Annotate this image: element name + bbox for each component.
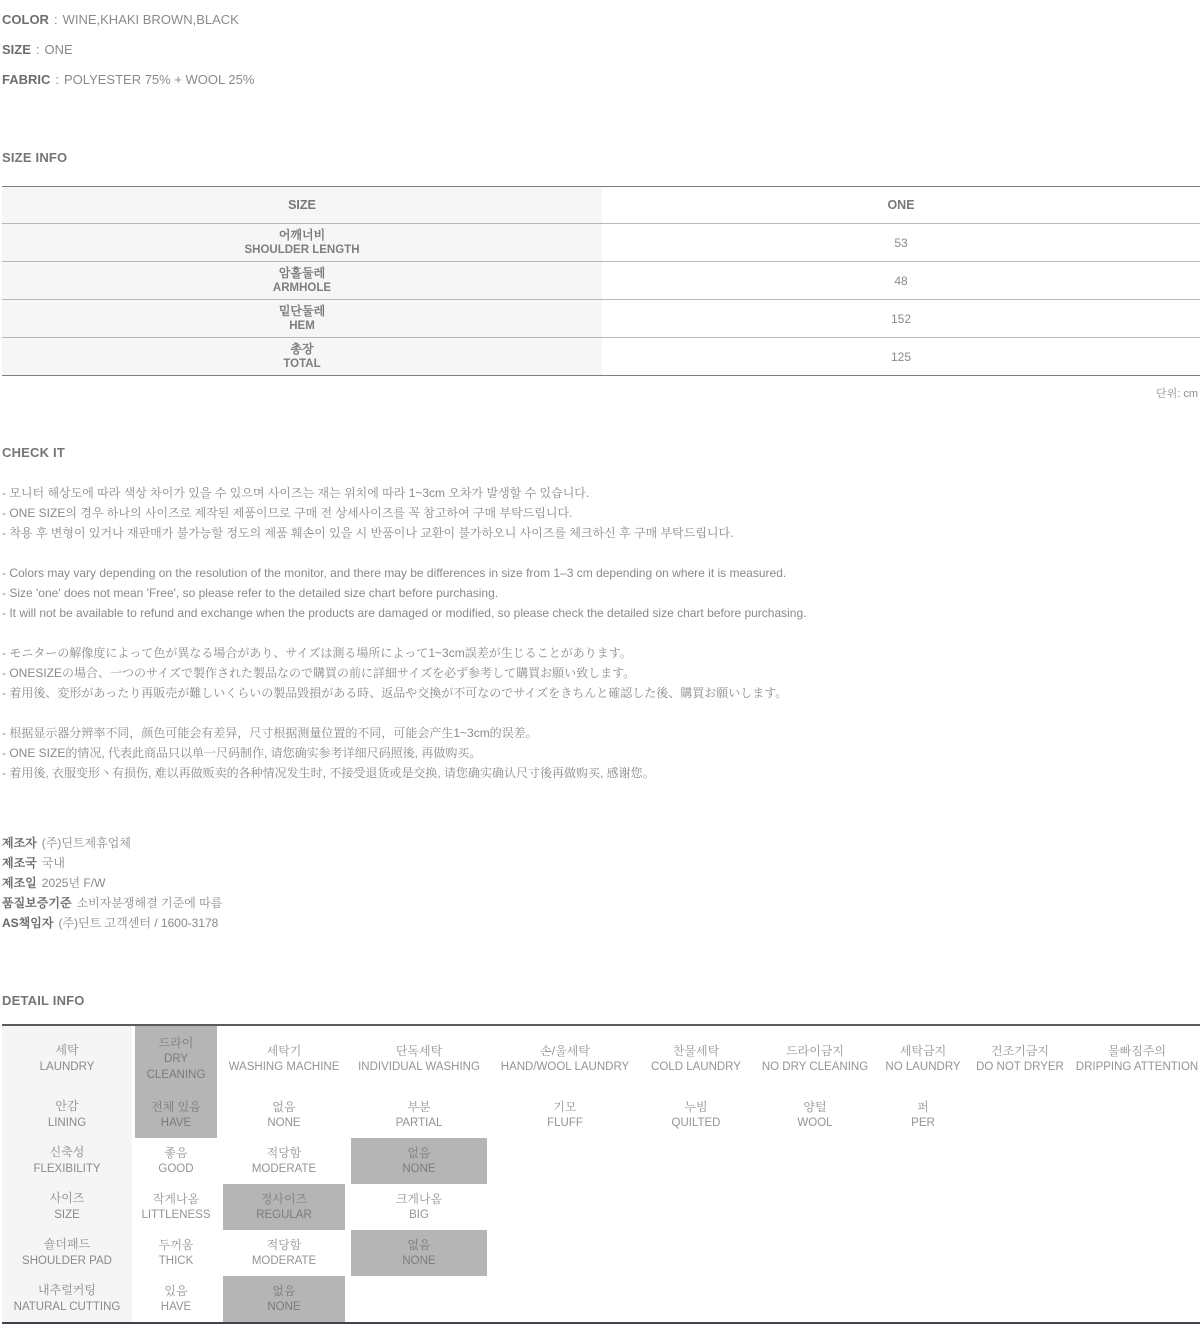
row-label: 숄더패드 SHOULDER PAD (2, 1230, 132, 1276)
notice-line: - 모니터 해상도에 따라 색상 차이가 있을 수 있으며 사이즈는 재는 위치에 따라 1~3cm 오차가 발생할 수 있습니다. (2, 486, 590, 500)
unit-note: 단위: cm (1155, 388, 1198, 400)
option-moderate: 적당함 MODERATE (251, 1146, 317, 1175)
spec-color-value: WINE,KHAKI BROWN,BLACK (62, 11, 239, 27)
measure-name-ko: 어깨너비 (278, 227, 326, 242)
measure-value: 125 (602, 338, 1200, 376)
spec-separator: : (53, 11, 58, 27)
option-quilted: 누빔 QUILTED (671, 1100, 721, 1129)
maker-row-warranty: 품질보증기준 소비자분쟁해결 기준에 따름 (2, 896, 223, 910)
option-big: 크게나옴 BIG (395, 1192, 443, 1221)
detail-row-natural-cutting (2, 1276, 1200, 1322)
size-table-row-armhole (2, 262, 1200, 300)
detail-row-laundry (2, 1026, 1200, 1092)
size-table-row-hem (2, 300, 1200, 338)
option-dripping-attention: 물빠짐주의 DRIPPING ATTENTION (1075, 1044, 1199, 1073)
notice-line: - ONESIZEの場合、一つのサイズで製作された製品なので購買の前に詳細サイズを必ず参考して購買お願い致します。 (2, 666, 636, 680)
size-table-header-size: SIZE (2, 187, 602, 224)
option-thick: 두꺼움 THICK (158, 1238, 194, 1267)
option-wool: 양털 WOOL (797, 1100, 833, 1129)
option-none: 없음 NONE (348, 1138, 490, 1184)
measure-value: 48 (602, 262, 1200, 300)
size-table-header-one: ONE (602, 187, 1200, 224)
maker-row-country: 제조국 국내 (2, 856, 65, 870)
notice-line: - 着用後, 衣服变形丶有损伤, 难以再做贩卖的各种情况发生时, 不接受退货或是交换, 请您确实确认尺寸後再做购买, 感谢您。 (2, 766, 655, 780)
option-good: 좋음 GOOD (158, 1146, 194, 1175)
notice-line: - 착용 후 변형이 있거나 재판매가 불가능할 정도의 제품 훼손이 있을 시 반품이나 교환이 불가하오니 사이즈를 체크하신 후 구매 부탁드립니다. (2, 526, 734, 540)
detail-info-table (2, 1024, 1200, 1324)
option-cold-laundry: 찬물세탁 COLD LAUNDRY (651, 1044, 741, 1073)
measure-name-en: TOTAL (283, 357, 321, 370)
option-do-not-dryer: 건조기금지 DO NOT DRYER (976, 1044, 1064, 1073)
notice-line: - ONE SIZE的情况, 代表此商品只以单一尺码制作, 请您确实参考详细尺码照後, 再做购买。 (2, 746, 482, 760)
detail-row-lining (2, 1092, 1200, 1138)
spec-separator: : (35, 41, 40, 57)
spec-fabric-label: FABRIC (2, 71, 51, 87)
spec-fabric-value: POLYESTER 75% + WOOL 25% (64, 71, 255, 87)
spec-size-value: ONE (44, 41, 73, 57)
maker-row-date: 제조일 2025년 F/W (2, 876, 106, 890)
notice-line: - Size 'one' does not mean 'Free', so please refer to the detailed size chart before purchasing. (2, 586, 499, 600)
size-table-header-row (2, 187, 1200, 224)
measure-name-ko: 암홀둘레 (278, 265, 326, 280)
notice-japanese (2, 643, 1200, 703)
maker-row-as-center: AS책임자 (주)딘트 고객센터 / 1600-3178 (2, 916, 219, 930)
notice-chinese (2, 723, 1200, 783)
option-littleness: 작게나옴 LITTLENESS (141, 1192, 211, 1221)
detail-row-flexibility (2, 1138, 1200, 1184)
notice-korean (2, 483, 1200, 543)
option-none: 없음 NONE (267, 1100, 301, 1129)
detail-row-shoulder-pad (2, 1230, 1200, 1276)
option-dry-cleaning: 드라이 DRY CLEANING (132, 1026, 220, 1092)
spec-size-label: SIZE (2, 41, 31, 57)
row-label: 세탁 LAUNDRY (2, 1026, 132, 1092)
notice-line: - ONE SIZE의 경우 하나의 사이즈로 제작된 제품이므로 구매 전 상세사이즈를 꼭 참고하여 구매 부탁드립니다. (2, 506, 573, 520)
measure-name-en: SHOULDER LENGTH (244, 243, 360, 256)
maker-row-manufacturer: 제조자 (주)딘트제휴업체 (2, 836, 131, 850)
option-none: 없음 NONE (348, 1230, 490, 1276)
notice-line: - 根据显示器分辨率不同，颜色可能会有差异，尺寸根据测量位置的不同，可能会产生1~3cm的误差。 (2, 726, 538, 740)
option-fluff: 기모 FLUFF (547, 1100, 583, 1129)
measure-name-en: HEM (289, 319, 315, 332)
option-have: 전체 있음 HAVE (132, 1092, 220, 1138)
option-regular: 정사이즈 REGULAR (220, 1184, 348, 1230)
detail-row-size (2, 1184, 1200, 1230)
detail-info-title: DETAIL INFO (2, 993, 85, 1008)
option-none: 없음 NONE (220, 1276, 348, 1322)
size-table-row-total (2, 338, 1200, 376)
option-hand-wool-laundry: 손/울세탁 HAND/WOOL LAUNDRY (500, 1044, 630, 1073)
spec-size (2, 34, 1200, 64)
size-info-title: SIZE INFO (2, 150, 68, 165)
notice-line: - Colors may vary depending on the resolution of the monitor, and there may be differences in size from 1–3 cm depending on where it is measured. (2, 566, 787, 580)
notice-line: - 着用後、変形があったり再販売が難しいくらいの製品毀損がある時、返品や交換が不可なのでサイズをきちんと確認した後、購買お願いします。 (2, 686, 788, 700)
manufacturer-info (2, 833, 1200, 933)
option-have: 있음 HAVE (160, 1284, 192, 1313)
measure-name-en: ARMHOLE (272, 281, 332, 294)
option-no-dry-cleaning: 드라이금지 NO DRY CLEANING (761, 1044, 869, 1073)
spec-separator: : (55, 71, 60, 87)
notice-line: - モニターの解像度によって色が異なる場合があり、サイズは測る場所によって1~3cm誤差が生じることがあります。 (2, 646, 632, 660)
option-individual-washing: 단독세탁 INDIVIDUAL WASHING (358, 1044, 480, 1073)
spec-color-label: COLOR (2, 11, 49, 27)
spec-fabric (2, 64, 1200, 94)
option-moderate: 적당함 MODERATE (251, 1238, 317, 1267)
row-label: 내추럴커팅 NATURAL CUTTING (2, 1276, 132, 1322)
measure-value: 53 (602, 224, 1200, 262)
option-partial: 부분 PARTIAL (395, 1100, 443, 1129)
notice-english (2, 563, 1200, 623)
row-label: 사이즈 SIZE (2, 1184, 132, 1230)
row-label: 안감 LINING (2, 1092, 132, 1138)
measure-name-ko: 밑단둘레 (278, 303, 326, 318)
measure-value: 152 (602, 300, 1200, 338)
notice-line: - It will not be available to refund and exchange when the products are damaged or modified, so please check the detailed size chart before purchasing. (2, 606, 807, 620)
option-no-laundry: 세탁금지 NO LAUNDRY (885, 1044, 961, 1073)
option-washing-machine: 세탁기 WASHING MACHINE (228, 1044, 340, 1073)
row-label: 신축성 FLEXIBILITY (2, 1138, 132, 1184)
option-per: 퍼 PER (911, 1100, 935, 1129)
check-it-title: CHECK IT (2, 445, 65, 460)
spec-color (2, 4, 1200, 34)
size-info-table (2, 186, 1200, 376)
product-specs (2, 4, 1200, 94)
measure-name-ko: 총장 (290, 341, 314, 356)
size-table-row-shoulder (2, 224, 1200, 262)
